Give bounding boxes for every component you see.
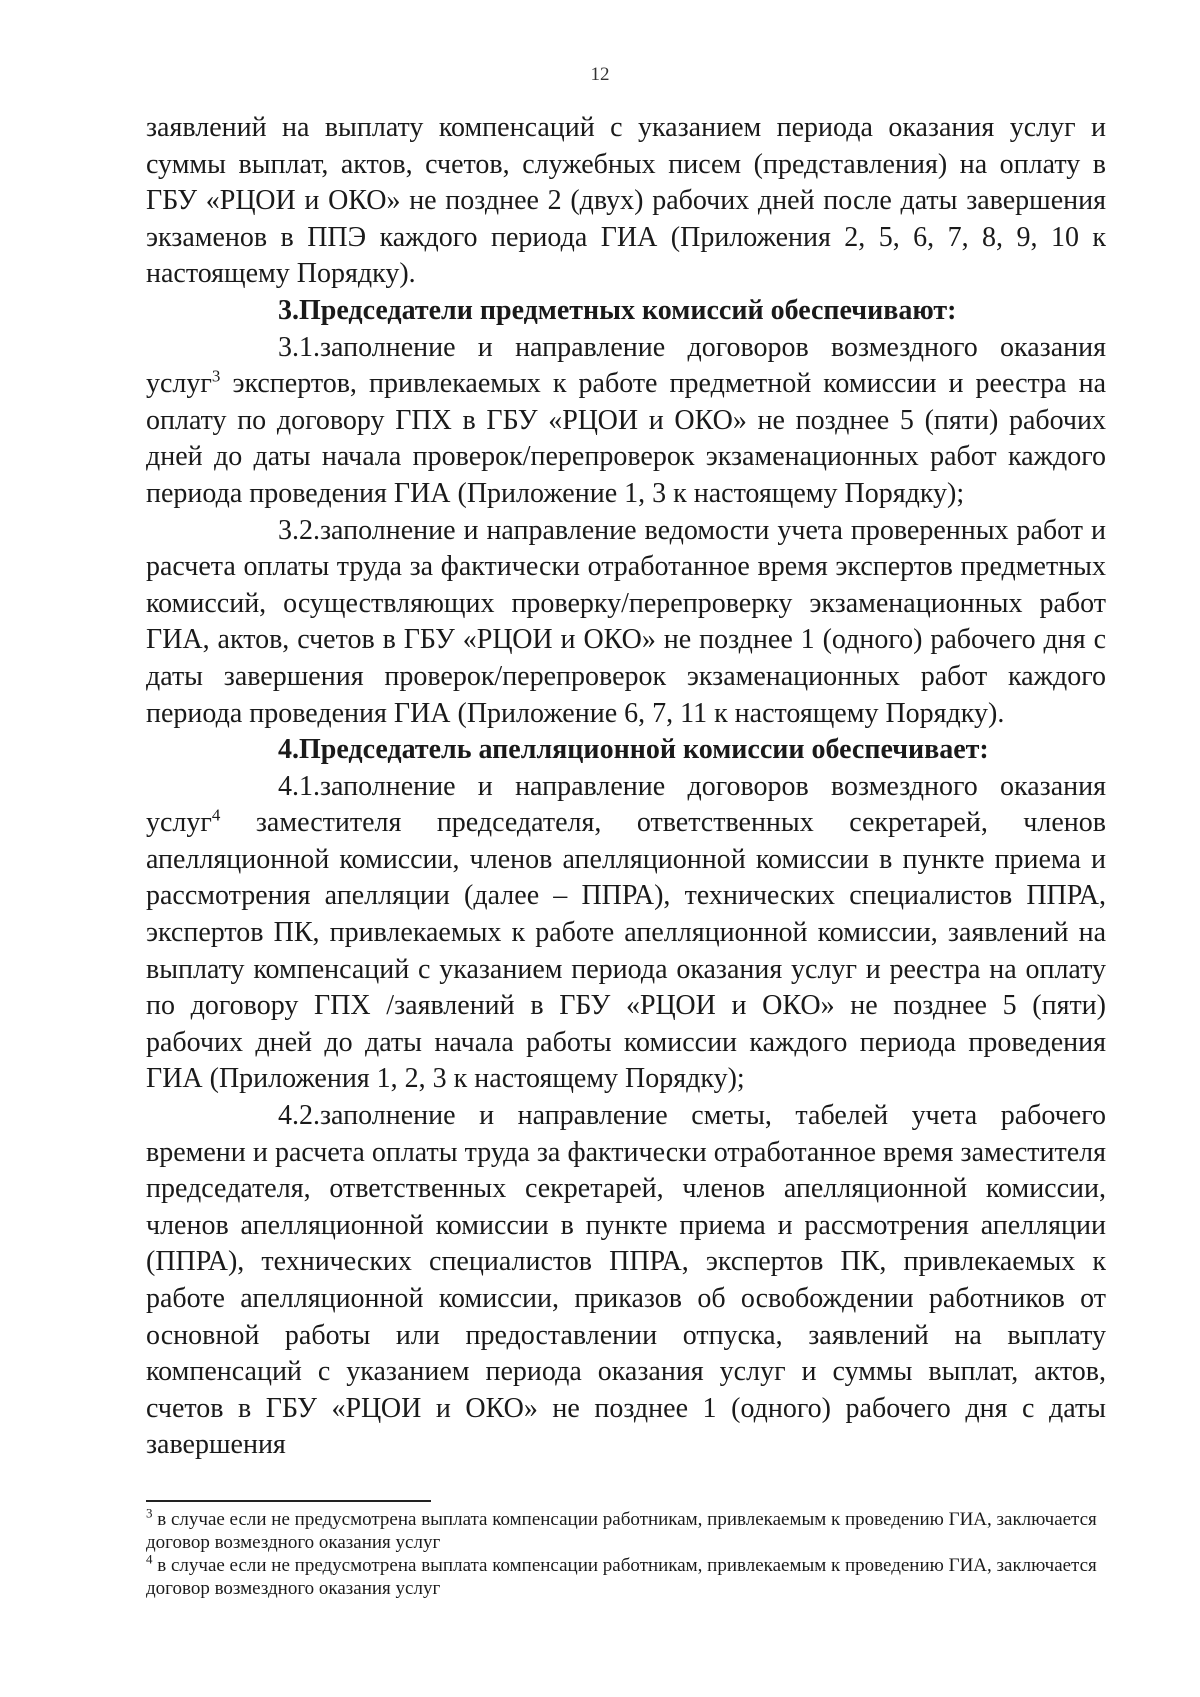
footnote-3 <box>146 1505 1106 1554</box>
item-3-1-text-a: заполнение и направление договоров возмездного оказания услуг <box>146 331 1106 400</box>
intro-paragraph: заявлений на выплату компенсаций с указанием периода оказания услуг и суммы выплат, актов, счетов, служебных писем (представления) на оплату в ГБУ «РЦОИ и ОКО» не позднее 2 (двух) рабочих дней после даты завершения экзаменов в ППЭ каждого периода ГИА (Приложения 2, 5, 6, 7, 8, 9, 10 к настоящему Порядку). <box>146 112 1106 290</box>
document-body <box>146 110 1106 1464</box>
footnote-ref-4[interactable]: 4 <box>211 805 221 825</box>
item-3-2 <box>146 513 1106 733</box>
item-4-1-text-a: заполнение и направление договоров возмездного оказания услуг <box>146 770 1106 839</box>
item-4-2 <box>146 1098 1106 1464</box>
footnote-ref-3[interactable]: 3 <box>211 366 221 386</box>
item-4-1-number: 4.1. <box>278 770 320 802</box>
item-4-1-text-b: заместителя председателя, ответственных секретарей, членов апелляционной комиссии, членов апелляционной комиссии в пункте приема и рассмотрения апелляции (далее – ППРА), технических специалистов ППРА, экспертов ПК, привлекаемых к работе апелляционной комиссии, заявлений на выплату компенсаций с указанием периода оказания услуг и реестра на оплату по договору ГПХ /заявлений в ГБУ «РЦОИ и ОКО» не позднее 5 (пяти) рабочих дней до даты начала работы комиссии каждого периода проведения ГИА (Приложения 1, 2, 3 к настоящему Порядку); <box>146 807 1106 1095</box>
item-3-1 <box>146 330 1106 513</box>
section-4-title: Председатель апелляционной комиссии обеспечивает: <box>299 734 989 766</box>
section-4-heading <box>146 732 1106 769</box>
section-4-number: 4. <box>278 734 299 766</box>
section-3-heading <box>146 293 1106 330</box>
footnote-4-mark: 4 <box>146 1551 153 1567</box>
item-4-2-text: заполнение и направление сметы, табелей учета рабочего времени и расчета оплаты труда за фактически отработанное время заместителя председателя, ответственных секретарей, членов апелляционной комиссии, членов апелляционной комиссии в пункте приема и рассмотрения апелляции (ППРА), технических специалистов ППРА, экспертов ПК, привлекаемых к работе апелляционной комиссии, приказов об освобождении работников от основной работы или предоставлении отпуска, заявлений на выплату компенсаций с указанием периода оказания услуг и суммы выплат, актов, счетов в ГБУ «РЦОИ и ОКО» не позднее 1 (одного) рабочего дня с даты завершения <box>146 1100 1106 1461</box>
page-number: 12 <box>590 64 610 85</box>
item-4-2-number: 4.2. <box>278 1100 320 1132</box>
section-3-title: Председатели предметных комиссий обеспечивают: <box>299 294 957 326</box>
section-3-number: 3. <box>278 294 299 326</box>
item-3-2-text: заполнение и направление ведомости учета проверенных работ и расчета оплаты труда за фактически отработанное время экспертов предметных комиссий, осуществляющих проверку/перепроверку экзаменационных работ ГИА, актов, счетов в ГБУ «РЦОИ и ОКО» не позднее 1 (одного) рабочего дня с даты завершения проверок/перепроверок экзаменационных работ каждого периода проведения ГИА (Приложение 6, 7, 11 к настоящему Порядку). <box>146 514 1106 729</box>
footnote-3-text: в случае если не предусмотрена выплата компенсации работникам, привлекаемым к проведению ГИА, заключается договор возмездного оказания услуг <box>146 1509 1097 1553</box>
footnotes <box>146 1505 1106 1600</box>
footnote-3-mark: 3 <box>146 1505 153 1521</box>
footnote-divider <box>146 1500 431 1502</box>
footnote-4 <box>146 1551 1106 1600</box>
item-3-2-number: 3.2. <box>278 514 320 546</box>
footnote-4-text: в случае если не предусмотрена выплата компенсации работникам, привлекаемым к проведению ГИА, заключается договор возмездного оказания услуг <box>146 1555 1097 1599</box>
item-3-1-text-b: экспертов, привлекаемых к работе предметной комиссии и реестра на оплату по договору ГПХ в ГБУ «РЦОИ и ОКО» не позднее 5 (пяти) рабочих дней до даты начала проверок/перепроверок экзаменационных работ каждого периода проведения ГИА (Приложение 1, 3 к настоящему Порядку); <box>146 368 1106 509</box>
item-3-1-number: 3.1. <box>278 331 320 363</box>
item-4-1 <box>146 769 1106 1098</box>
